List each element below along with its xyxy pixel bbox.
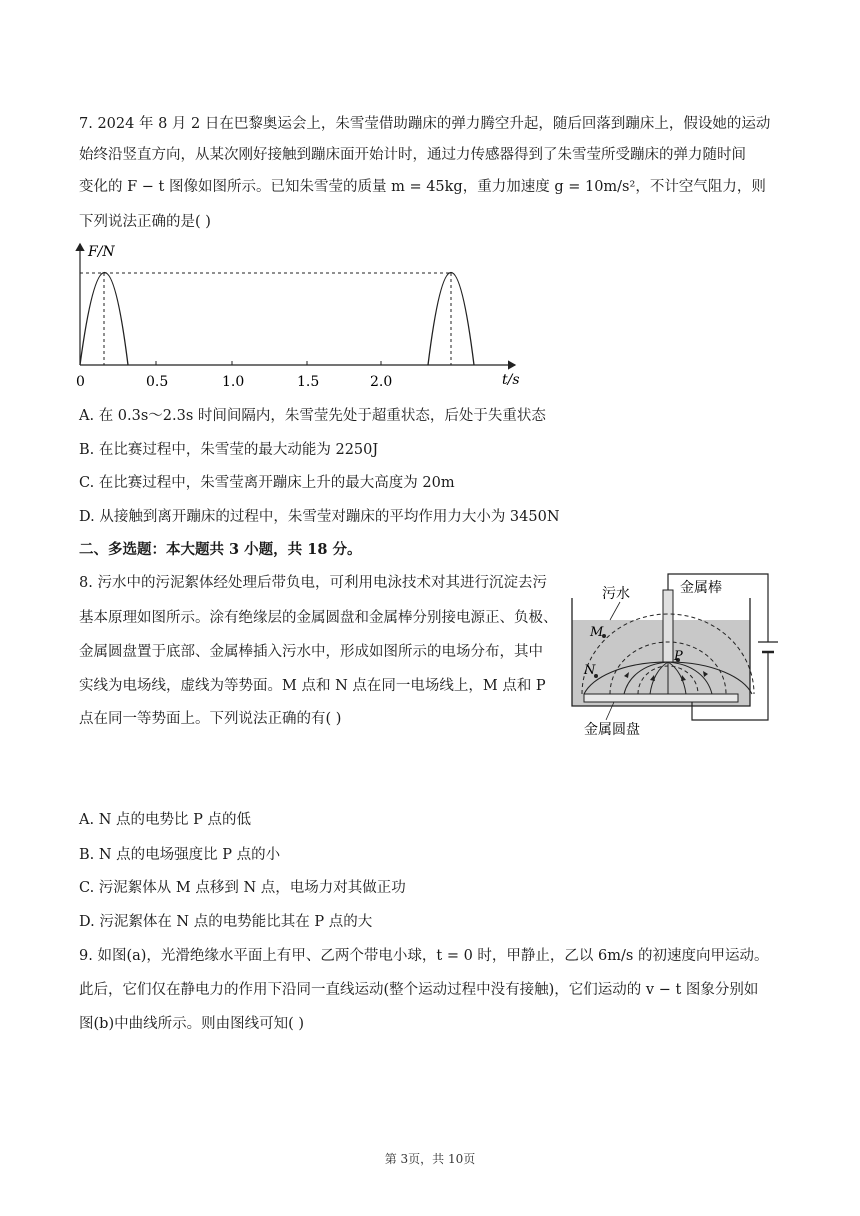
section-heading-multiple-choice: 二、多选题：本大题共 3 小题，共 18 分。 [79,541,362,558]
q7-option-c: C. 在比赛过程中，朱雪莹离开蹦床上升的最大高度为 20m [79,475,455,491]
q8-line-5: 点在同一等势面上。下列说法正确的有( ) [79,711,342,727]
label-metal-rod: 金属棒 [680,580,722,596]
tick-label-1.5: 1.5 [297,374,320,390]
q8-option-a: A. N 点的电势比 P 点的低 [79,812,251,828]
q7-line-2: 始终沿竖直方向，从某次刚好接触到蹦床面开始计时，通过力传感器得到了朱雪莹所受蹦床的弹力随时间 [79,147,746,163]
x-axis-label: t/s [502,372,520,388]
metal-rod [663,590,673,662]
q7-option-a: A. 在 0.3s～2.3s 时间间隔内，朱雪莹先处于超重状态，后处于失重状态 [79,408,546,424]
metal-disk [584,694,738,702]
q8-line-4: 实线为电场线，虚线为等势面。M 点和 N 点在同一电场线上，M 点和 P [79,678,546,694]
tick-label-0: 0 [76,374,85,390]
q8-line-3: 金属圆盘置于底部、金属棒插入污水中，形成如图所示的电场分布，其中 [79,644,543,660]
q8-line-1: 8. 污水中的污泥絮体经处理后带负电，可利用电泳技术对其进行沉淀去污 [79,575,547,591]
q8-option-c: C. 污泥絮体从 M 点移到 N 点，电场力对其做正功 [79,880,406,896]
label-point-p: P [674,649,683,664]
tick-label-0.5: 0.5 [146,374,169,390]
q9-line-2: 此后，它们仅在静电力的作用下沿同一直线运动(整个运动过程中没有接触)，它们运动的 v − t 图象分别如 [79,982,759,998]
q8-electrophoresis-diagram [562,568,792,743]
label-point-m: M [590,625,604,640]
q9-line-1: 9. 如图(a)，光滑绝缘水平面上有甲、乙两个带电小球，t = 0 时，甲静止，乙以 6m/s 的初速度向甲运动。 [79,948,769,964]
label-point-n: N [584,663,596,678]
q7-force-time-graph [70,238,530,393]
tick-label-1.0: 1.0 [222,374,245,390]
q7-option-d: D. 从接触到离开蹦床的过程中，朱雪莹对蹦床的平均作用力大小为 3450N [79,509,560,525]
q8-option-d: D. 污泥絮体在 N 点的电势能比其在 P 点的大 [79,914,373,930]
q7-option-b: B. 在比赛过程中，朱雪莹的最大动能为 2250J [79,442,379,458]
page-footer: 第 3页，共 10页 [384,1152,476,1166]
q7-line-4: 下列说法正确的是( ) [79,214,211,230]
q8-line-2: 基本原理如图所示。涂有绝缘层的金属圆盘和金属棒分别接电源正、负极、 [79,610,558,626]
q9-line-3: 图(b)中曲线所示。则由图线可知( ) [79,1016,305,1032]
q7-line-3: 变化的 F − t 图像如图所示。已知朱雪莹的质量 m = 45kg，重力加速度 g = 10m/s²，不计空气阻力，则 [79,179,766,195]
q7-line-1: 7. 2024 年 8 月 2 日在巴黎奥运会上，朱雪莹借助蹦床的弹力腾空升起，随后回落到蹦床上，假设她的运动 [79,116,771,132]
label-water: 污水 [602,586,630,602]
label-metal-disk: 金属圆盘 [584,722,640,738]
q8-option-b: B. N 点的电场强度比 P 点的小 [79,847,281,863]
y-axis-label: F/N [88,244,115,260]
tick-label-2.0: 2.0 [370,374,393,390]
